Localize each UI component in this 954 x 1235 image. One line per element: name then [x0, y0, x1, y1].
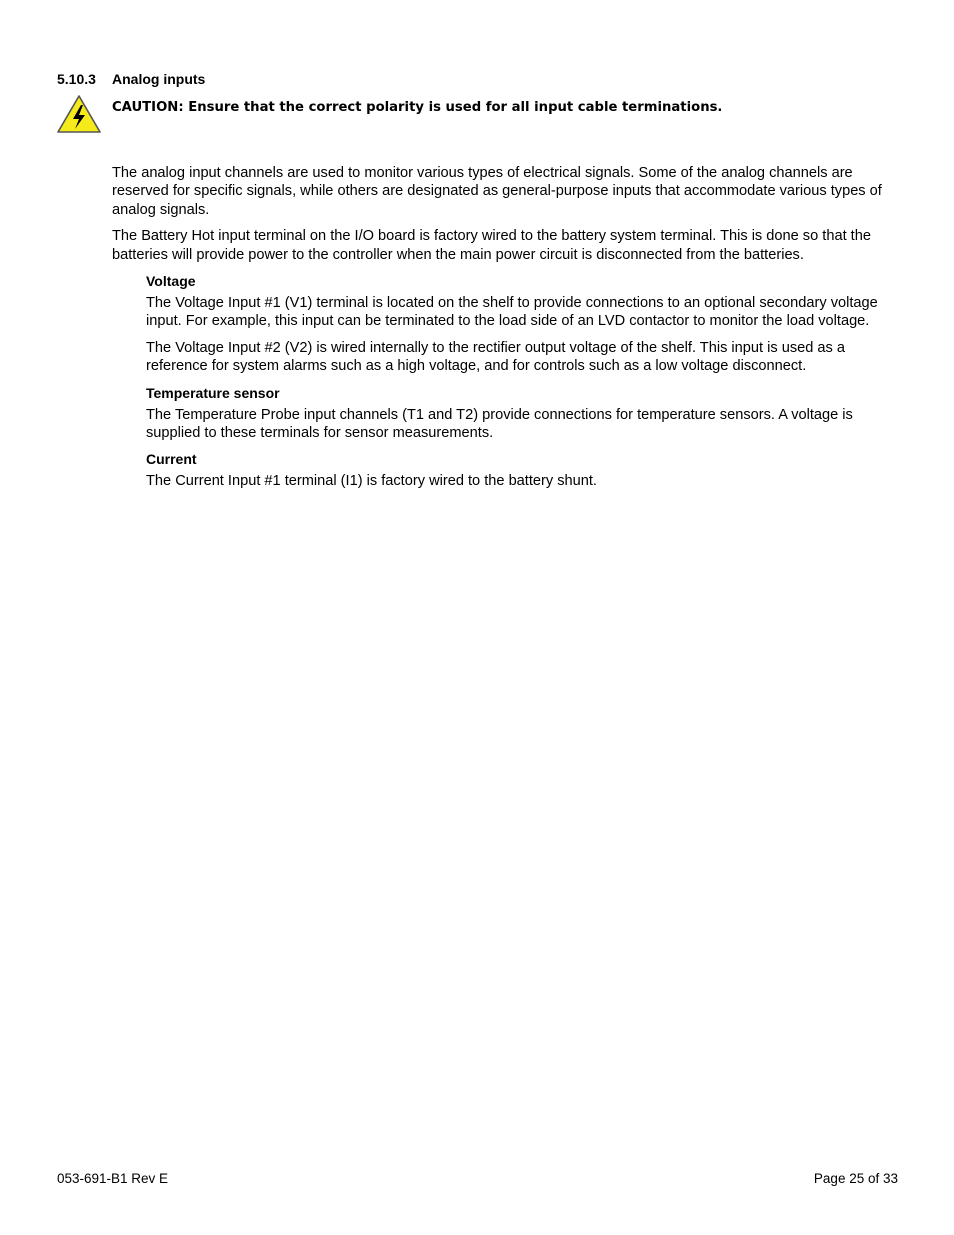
temperature-paragraph: The Temperature Probe input channels (T1 and T2) provide connections for temperature sensors. A voltage is supplied to these terminals for sensor measurements.: [146, 406, 853, 442]
footer-page-number: Page 25 of 33: [813, 1171, 898, 1186]
content-body: [112, 164, 902, 499]
voltage-input-2-paragraph: The Voltage Input #2 (V2) is wired internally to the rectifier output voltage of the shelf. This input is used as a reference for system alarms such as a high voltage, and for controls such as a low voltage disconnect.: [146, 339, 846, 375]
section-title: Analog inputs: [112, 71, 206, 87]
footer-doc-id: 053-691-B1 Rev E: [57, 1171, 169, 1186]
temperature-subsection: [146, 384, 902, 443]
intro-paragraph: The analog input channels are used to monitor various types of electrical signals. Some of the analog channels are reserved for specific signals, while others are designated as general-purpose inputs that accommodate various types of analog signals.: [112, 165, 882, 218]
temperature-heading: Temperature sensor: [146, 384, 280, 401]
voltage-heading: Voltage: [146, 273, 196, 290]
section-heading: [57, 71, 205, 88]
current-subsection: [146, 450, 902, 490]
voltage-input-1-paragraph: The Voltage Input #1 (V1) terminal is located on the shelf to provide connections to an optional secondary voltage input. For example, this input can be terminated to the load side of an LVD contactor to monitor the load voltage.: [146, 295, 878, 330]
section-number: 5.10.3: [57, 71, 96, 87]
current-heading: Current: [146, 451, 197, 468]
caution-text: CAUTION: Ensure that the correct polarity is used for all input cable terminations.: [112, 100, 723, 115]
battery-hot-paragraph: The Battery Hot input terminal on the I/O board is factory wired to the battery system terminal. This is done so that the batteries will provide power to the controller when the main power circuit is disconnected from the batteries.: [112, 228, 871, 263]
high-voltage-warning-icon: [56, 94, 102, 134]
voltage-subsection: [146, 272, 902, 376]
current-paragraph: The Current Input #1 terminal (I1) is factory wired to the battery shunt.: [146, 473, 597, 490]
